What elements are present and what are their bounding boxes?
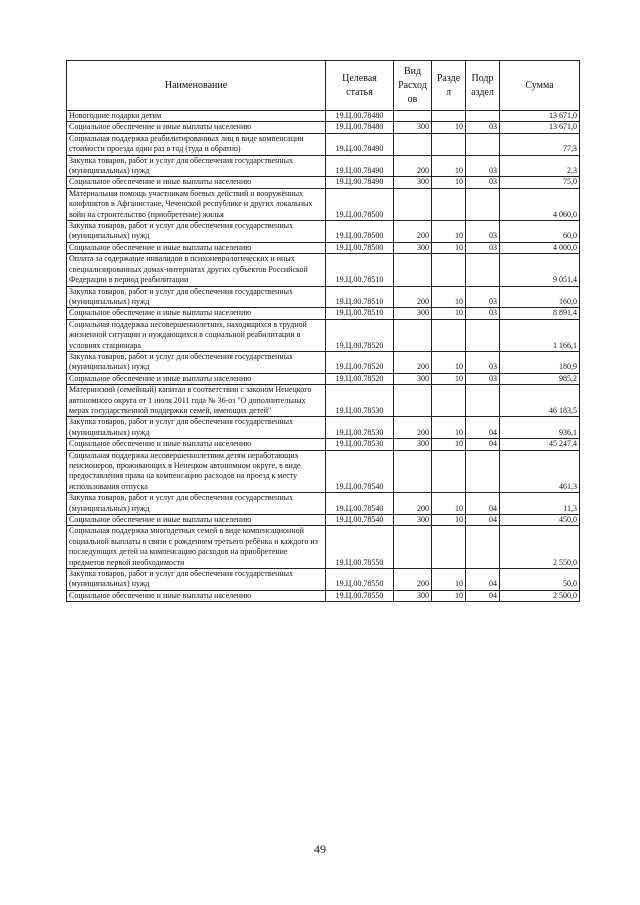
- row-section: 10: [432, 155, 466, 177]
- row-sum: 450,0: [500, 515, 580, 526]
- row-name: Социальное обеспечение и иные выплаты населению: [67, 515, 326, 526]
- row-subsection: 03: [466, 177, 500, 188]
- header-subsection: Подр аздел: [466, 61, 500, 111]
- row-section: 10: [432, 439, 466, 450]
- row-expense-type: 200: [394, 351, 432, 373]
- row-target-article: 19.Ц.00.78520: [326, 319, 394, 351]
- row-section: 10: [432, 122, 466, 133]
- row-name: Социальное обеспечение и иные выплаты населению: [67, 373, 326, 384]
- row-sum: 2 550,0: [500, 526, 580, 569]
- row-section: 10: [432, 286, 466, 308]
- row-target-article: 19.Ц.00.78540: [326, 515, 394, 526]
- row-expense-type: 200: [394, 221, 432, 243]
- row-subsection: 04: [466, 439, 500, 450]
- row-name: Социальное обеспечение и иные выплаты населению: [67, 590, 326, 601]
- row-section: 10: [432, 351, 466, 373]
- row-name: Социальная поддержка несовершеннолетних, находящихся в трудной жизненной ситуации и нуждающихся в социальной реабилитации в условиях стационара: [67, 319, 326, 351]
- row-target-article: 19.Ц.00.78540: [326, 493, 394, 515]
- row-target-article: 19.Ц.00.78490: [326, 155, 394, 177]
- row-section: 10: [432, 221, 466, 243]
- row-expense-type: 300: [394, 439, 432, 450]
- row-subsection: [466, 111, 500, 122]
- row-expense-type: 300: [394, 177, 432, 188]
- table-row: [67, 254, 580, 286]
- table-row: [67, 155, 580, 177]
- row-name: Закупка товаров, работ и услуг для обеспечения государственных (муниципальных) нужд: [67, 286, 326, 308]
- row-target-article: 19.Ц.00.78530: [326, 417, 394, 439]
- row-target-article: 19.Ц.00.78500: [326, 221, 394, 243]
- row-subsection: 03: [466, 242, 500, 253]
- row-section: 10: [432, 373, 466, 384]
- row-sum: 77,3: [500, 133, 580, 155]
- row-sum: 936,1: [500, 417, 580, 439]
- row-name: Социальное обеспечение и иные выплаты населению: [67, 242, 326, 253]
- row-subsection: 03: [466, 308, 500, 319]
- row-expense-type: 300: [394, 515, 432, 526]
- row-target-article: 19.Ц.00.78540: [326, 450, 394, 493]
- row-name: Социальная поддержка несовершеннолетним детям неработающих пенсионеров, проживающих в Ненецком автономном округе, в виде предоставления права на компенсацию расходов на проезд к месту использования отпуска: [67, 450, 326, 493]
- row-section: [432, 254, 466, 286]
- row-section: [432, 111, 466, 122]
- table-row: [67, 308, 580, 319]
- row-name: Социальное обеспечение и иные выплаты населению: [67, 308, 326, 319]
- row-sum: 180,9: [500, 351, 580, 373]
- row-subsection: 04: [466, 493, 500, 515]
- row-section: [432, 385, 466, 417]
- row-expense-type: 200: [394, 417, 432, 439]
- row-expense-type: 300: [394, 590, 432, 601]
- table-body: [67, 111, 580, 602]
- header-sum: Сумма: [500, 61, 580, 111]
- row-name: Закупка товаров, работ и услуг для обеспечения государственных (муниципальных) нужд: [67, 417, 326, 439]
- row-expense-type: [394, 133, 432, 155]
- row-target-article: 19.Ц.00.78510: [326, 308, 394, 319]
- row-name: Новогодние подарки детям: [67, 111, 326, 122]
- table-row: [67, 133, 580, 155]
- table-row: [67, 493, 580, 515]
- row-subsection: [466, 254, 500, 286]
- table-row: [67, 417, 580, 439]
- row-expense-type: 200: [394, 493, 432, 515]
- row-target-article: 19.Ц.00.78550: [326, 590, 394, 601]
- row-subsection: 03: [466, 122, 500, 133]
- row-name: Социальная поддержка многодетных семей в виде компенсационной социальной выплаты в связи с рождением третьего ребёнка и каждого из последующих детей на компенсацию расходов на приобретение предметов первой необходимости: [67, 526, 326, 569]
- table-row: [67, 188, 580, 220]
- row-section: [432, 450, 466, 493]
- row-subsection: 04: [466, 515, 500, 526]
- table-row: [67, 111, 580, 122]
- row-expense-type: 300: [394, 308, 432, 319]
- row-sum: 1 166,1: [500, 319, 580, 351]
- row-sum: 50,0: [500, 569, 580, 591]
- row-target-article: 19.Ц.00.78530: [326, 439, 394, 450]
- row-sum: 461,3: [500, 450, 580, 493]
- header-name: Наименование: [67, 61, 326, 111]
- row-sum: 13 671,0: [500, 122, 580, 133]
- row-sum: 45 247,4: [500, 439, 580, 450]
- row-expense-type: 200: [394, 286, 432, 308]
- row-expense-type: [394, 450, 432, 493]
- row-section: 10: [432, 569, 466, 591]
- table-row: [67, 569, 580, 591]
- budget-table: [66, 60, 580, 602]
- row-sum: 4 060,0: [500, 188, 580, 220]
- row-sum: 4 000,0: [500, 242, 580, 253]
- row-section: [432, 188, 466, 220]
- row-expense-type: [394, 385, 432, 417]
- row-subsection: 04: [466, 417, 500, 439]
- table-row: [67, 351, 580, 373]
- row-expense-type: 300: [394, 242, 432, 253]
- row-subsection: [466, 188, 500, 220]
- row-subsection: [466, 133, 500, 155]
- row-name: Закупка товаров, работ и услуг для обеспечения государственных (муниципальных) нужд: [67, 493, 326, 515]
- row-target-article: 19.Ц.00.78550: [326, 569, 394, 591]
- table-row: [67, 373, 580, 384]
- table-row: [67, 319, 580, 351]
- table-row: [67, 515, 580, 526]
- row-expense-type: [394, 188, 432, 220]
- table-row: [67, 242, 580, 253]
- row-subsection: 03: [466, 373, 500, 384]
- row-sum: 11,3: [500, 493, 580, 515]
- row-sum: 9 051,4: [500, 254, 580, 286]
- row-expense-type: 300: [394, 122, 432, 133]
- row-subsection: 03: [466, 221, 500, 243]
- row-sum: 46 183,5: [500, 385, 580, 417]
- row-target-article: 19.Ц.00.78480: [326, 111, 394, 122]
- row-target-article: 19.Ц.00.78510: [326, 286, 394, 308]
- row-sum: 60,0: [500, 221, 580, 243]
- row-section: 10: [432, 242, 466, 253]
- table-row: [67, 177, 580, 188]
- row-name: Оплата за содержание инвалидов в психоневрологических и иных специализированных домах-интернатах других субъектов Российской Федерации в период реабилитации: [67, 254, 326, 286]
- row-target-article: 19.Ц.00.78550: [326, 526, 394, 569]
- row-sum: 13 671,0: [500, 111, 580, 122]
- row-expense-type: [394, 111, 432, 122]
- row-subsection: 03: [466, 155, 500, 177]
- row-name: Закупка товаров, работ и услуг для обеспечения государственных (муниципальных) нужд: [67, 221, 326, 243]
- row-expense-type: 200: [394, 569, 432, 591]
- header-target-article: Целевая статья: [326, 61, 394, 111]
- row-name: Закупка товаров, работ и услуг для обеспечения государственных (муниципальных) нужд: [67, 569, 326, 591]
- row-sum: 985,2: [500, 373, 580, 384]
- table-row: [67, 221, 580, 243]
- row-expense-type: 300: [394, 373, 432, 384]
- row-expense-type: [394, 319, 432, 351]
- table-header-row: [67, 61, 580, 111]
- row-target-article: 19.Ц.00.78520: [326, 351, 394, 373]
- row-name: Социальная поддержка реабилитированных лиц в виде компенсации стоимости проезда один раз в год (туда и обратно): [67, 133, 326, 155]
- row-section: 10: [432, 177, 466, 188]
- row-target-article: 19.Ц.00.78480: [326, 122, 394, 133]
- row-name: Закупка товаров, работ и услуг для обеспечения государственных (муниципальных) нужд: [67, 351, 326, 373]
- row-section: [432, 526, 466, 569]
- header-expense-type: Вид Расход ов: [394, 61, 432, 111]
- row-section: [432, 133, 466, 155]
- row-sum: 2,3: [500, 155, 580, 177]
- row-name: Материальная помощь участникам боевых действий и вооружённых конфликтов в Афганистане, Чеченской республике и других локальных войн на строительство (приобретение) жилья: [67, 188, 326, 220]
- row-name: Социальное обеспечение и иные выплаты населению: [67, 439, 326, 450]
- row-name: Материнский (семейный) капитал в соответствии с законом Ненецкого автономного округа от 1 июля 2011 года № 36-оз "О дополнительных мерах государственной поддержки семей, имеющих детей": [67, 385, 326, 417]
- row-expense-type: [394, 254, 432, 286]
- row-subsection: 04: [466, 590, 500, 601]
- row-section: 10: [432, 515, 466, 526]
- table-row: [67, 450, 580, 493]
- row-subsection: 03: [466, 351, 500, 373]
- row-section: 10: [432, 590, 466, 601]
- row-subsection: 04: [466, 569, 500, 591]
- row-target-article: 19.Ц.00.78510: [326, 254, 394, 286]
- row-section: 10: [432, 308, 466, 319]
- row-target-article: 19.Ц.00.78530: [326, 385, 394, 417]
- row-target-article: 19.Ц.00.78490: [326, 177, 394, 188]
- row-name: Закупка товаров, работ и услуг для обеспечения государственных (муниципальных) нужд: [67, 155, 326, 177]
- row-expense-type: 200: [394, 155, 432, 177]
- row-section: [432, 319, 466, 351]
- row-sum: 160,0: [500, 286, 580, 308]
- row-sum: 8 891,4: [500, 308, 580, 319]
- row-target-article: 19.Ц.00.78490: [326, 133, 394, 155]
- row-name: Социальное обеспечение и иные выплаты населению: [67, 122, 326, 133]
- row-sum: 75,0: [500, 177, 580, 188]
- row-target-article: 19.Ц.00.78500: [326, 188, 394, 220]
- row-target-article: 19.Ц.00.78500: [326, 242, 394, 253]
- row-section: 10: [432, 417, 466, 439]
- row-subsection: 03: [466, 286, 500, 308]
- row-subsection: [466, 319, 500, 351]
- row-subsection: [466, 450, 500, 493]
- page-number: 49: [314, 842, 326, 856]
- row-expense-type: [394, 526, 432, 569]
- row-subsection: [466, 385, 500, 417]
- header-section: Разде л: [432, 61, 466, 111]
- table-row: [67, 122, 580, 133]
- row-section: 10: [432, 493, 466, 515]
- row-target-article: 19.Ц.00.78520: [326, 373, 394, 384]
- table-row: [67, 385, 580, 417]
- row-sum: 2 500,0: [500, 590, 580, 601]
- row-name: Социальное обеспечение и иные выплаты населению: [67, 177, 326, 188]
- table-row: [67, 286, 580, 308]
- table-row: [67, 439, 580, 450]
- table-row: [67, 590, 580, 601]
- row-subsection: [466, 526, 500, 569]
- table-row: [67, 526, 580, 569]
